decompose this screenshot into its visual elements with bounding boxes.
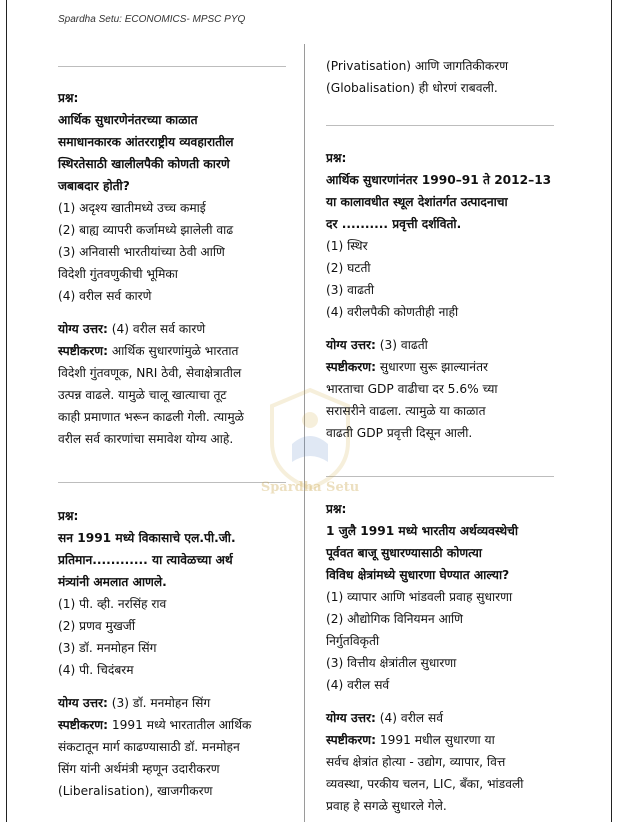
explanation-text: (Globalisation) ही धोरणं राबवली. — [326, 81, 498, 95]
question-text-line: सन 1991 मध्ये विकासाचे एल.पी.जी. — [58, 531, 236, 545]
explanation-text: संकटातून मार्ग काढण्यासाठी डॉ. मनमोहन — [58, 740, 240, 754]
explanation-text: उत्पन्न वाढले. यामुळे चालू खात्याचा तूट — [58, 388, 227, 402]
option-1: (1) व्यापार आणि भांडवली प्रवाह सुधारणा — [326, 590, 513, 604]
explanation-text: काही प्रमाणात भरून काढली गेली. त्यामुळे — [58, 410, 244, 424]
question-label: प्रश्न: — [326, 151, 347, 165]
separator-right-top — [326, 125, 554, 126]
page-left-border — [6, 0, 7, 822]
page-right-border — [611, 0, 612, 822]
option-2: (2) प्रणव मुखर्जी — [58, 619, 135, 633]
explanation-line — [326, 356, 551, 378]
question-card-1 — [58, 87, 244, 450]
answer-label: योग्य उत्तर: — [58, 322, 108, 336]
separator-right-middle — [326, 476, 554, 477]
option-3: (3) वाढती — [326, 283, 375, 297]
question-text-line: समाधानकारक आंतरराष्ट्रीय व्यवहारातील — [58, 135, 234, 149]
option-3: (3) वित्तीय क्षेत्रांतील सुधारणा — [326, 656, 457, 670]
option-1: (1) पी. व्ही. नरसिंह राव — [58, 597, 167, 611]
option-3-continued: विदेशी गुंतवणुकीची भूमिका — [58, 267, 178, 281]
explanation-text: सुधारणा सुरू झाल्यानंतर — [375, 360, 489, 374]
option-2: (2) बाह्य व्यापरी कर्जामध्ये झालेली वाढ — [58, 223, 234, 237]
answer-value: (4) वरील सर्व — [375, 711, 444, 725]
option-2: (2) औद्योगिक विनियमन आणि — [326, 612, 463, 626]
explanation-text: सरासरीने वाढला. त्यामुळे या काळात — [326, 404, 486, 418]
explanation-text: सर्वच क्षेत्रांत होत्या - उद्योग, व्यापार, वित्त — [326, 755, 506, 769]
question-text-line: 1 जुलै 1991 मध्ये भारतीय अर्थव्यवस्थेची — [326, 524, 519, 538]
answer-label: योग्य उत्तर: — [326, 711, 376, 725]
explanation-text: व्यवस्था, परकीय चलन, LIC, बँका, भांडवली — [326, 777, 524, 791]
explanation-text: आर्थिक सुधारणांमुळे भारतात — [107, 344, 239, 358]
question-text-line: आर्थिक सुधारणेनंतरच्या काळात — [58, 113, 198, 127]
answer-label: योग्य उत्तर: — [58, 696, 108, 710]
answer-label: योग्य उत्तर: — [326, 338, 376, 352]
answer-value: (3) डॉ. मनमोहन सिंग — [107, 696, 211, 710]
question-card-4 — [326, 498, 523, 817]
explanation-text: 1991 मधील सुधारणा या — [375, 733, 495, 747]
explanation-label: स्पष्टीकरण: — [326, 360, 376, 374]
option-4: (4) वरील सर्व — [326, 678, 390, 692]
question-text-line: स्थिरतेसाठी खालीलपैकी कोणती कारणे — [58, 157, 230, 171]
continuation-text — [326, 55, 508, 99]
option-4: (4) पी. चिदंबरम — [58, 663, 134, 677]
question-text-line: मंत्र्यांनी अमलात आणले. — [58, 575, 167, 589]
answer-line — [326, 334, 551, 356]
explanation-text: (Privatisation) आणि जागतिकीकरण — [326, 59, 509, 73]
answer-line — [58, 318, 244, 340]
option-2-continued: निर्गुतविकृती — [326, 634, 380, 648]
explanation-label: स्पष्टीकरण: — [326, 733, 376, 747]
question-text-line: विविध क्षेत्रांमध्ये सुधारणा घेण्यात आल्या? — [326, 568, 510, 582]
question-text-line: जबाबदार होती? — [58, 179, 130, 193]
answer-value: (3) वाढती — [375, 338, 428, 352]
option-3: (3) डॉ. मनमोहन सिंग — [58, 641, 157, 655]
answer-line — [58, 692, 251, 714]
explanation-text: वाढती GDP प्रवृत्ती दिसून आली. — [326, 426, 473, 440]
question-label: प्रश्न: — [326, 502, 347, 516]
explanation-text: प्रवाह हे सगळे सुधारले गेले. — [326, 799, 447, 813]
question-text-line: दर .......... प्रवृत्ती दर्शवितो. — [326, 217, 462, 231]
answer-line — [326, 707, 523, 729]
option-3: (3) अनिवासी भारतीयांच्या ठेवी आणि — [58, 245, 225, 259]
explanation-text: सिंग यांनी अर्थमंत्री म्हणून उदारीकरण — [58, 762, 220, 776]
question-label: प्रश्न: — [58, 509, 79, 523]
explanation-text: वरील सर्व कारणांचा समावेश योग्य आहे. — [58, 432, 234, 446]
question-text-line: पूर्ववत बाजू सुधारण्यासाठी कोणत्या — [326, 546, 482, 560]
option-4: (4) वरील सर्व कारणे — [58, 289, 152, 303]
question-label: प्रश्न: — [58, 91, 79, 105]
question-text-line: या कालावधीत स्थूल देशांतर्गत उत्पादनाचा — [326, 195, 508, 209]
explanation-label: स्पष्टीकरण: — [58, 718, 108, 732]
question-text-line: प्रतिमान............ या त्यावेळच्या अर्थ — [58, 553, 233, 567]
explanation-line — [58, 340, 244, 362]
explanation-line — [58, 714, 251, 736]
watermark-text: Spardha Setu — [260, 480, 360, 495]
explanation-text: विदेशी गुंतवणूक, NRI ठेवी, सेवाक्षेत्रातील — [58, 366, 242, 380]
option-1: (1) स्थिर — [326, 239, 368, 253]
question-card-2 — [58, 505, 251, 802]
explanation-text: भारताचा GDP वाढीचा दर 5.6% च्या — [326, 382, 498, 396]
option-1: (1) अदृश्य खातीमध्ये उच्च कमाई — [58, 201, 206, 215]
answer-value: (4) वरील सर्व कारणे — [107, 322, 206, 336]
explanation-text: 1991 मध्ये भारतातील आर्थिक — [107, 718, 252, 732]
option-4: (4) वरीलपैकी कोणतीही नाही — [326, 305, 459, 319]
page-header: Spardha Setu: ECONOMICS- MPSC PYQ — [58, 14, 246, 25]
option-2: (2) घटती — [326, 261, 371, 275]
explanation-text: (Liberalisation), खाजगीकरण — [58, 784, 213, 798]
explanation-label: स्पष्टीकरण: — [58, 344, 108, 358]
question-text-line: आर्थिक सुधारणांनंतर 1990–91 ते 2012–13 — [326, 173, 552, 187]
question-card-3 — [326, 147, 551, 444]
explanation-line — [326, 729, 523, 751]
separator-left-top — [58, 66, 286, 67]
